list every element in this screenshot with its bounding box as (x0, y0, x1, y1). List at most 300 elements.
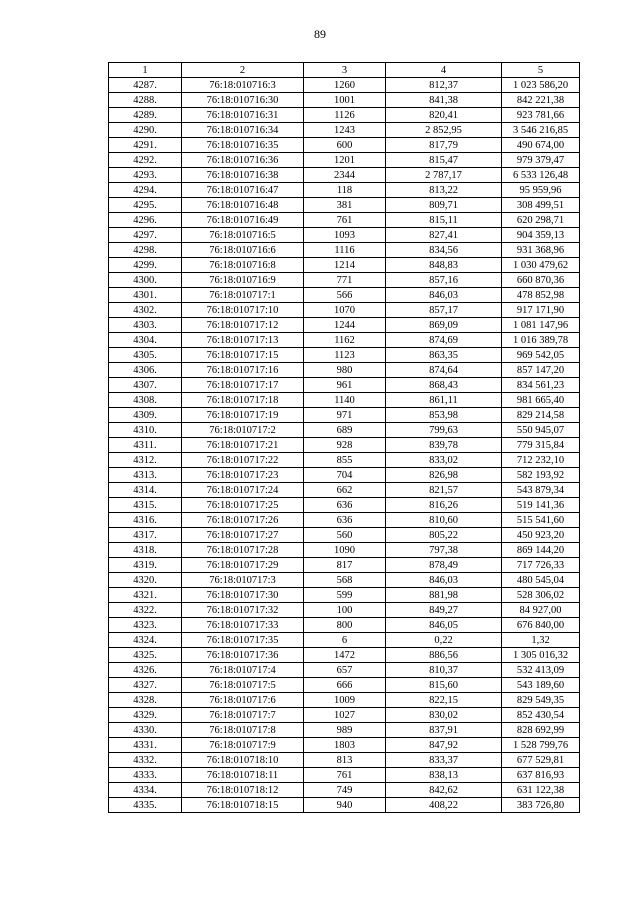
cadastral-number-cell: 76:18:010717:21 (182, 438, 304, 453)
area-cell: 2344 (304, 168, 386, 183)
row-number-cell: 4324. (109, 633, 182, 648)
cadastral-number-cell: 76:18:010717:6 (182, 693, 304, 708)
cadastral-number-cell: 76:18:010717:25 (182, 498, 304, 513)
value-cell: 842 221,38 (502, 93, 580, 108)
area-cell: 961 (304, 378, 386, 393)
rate-cell: 833,02 (386, 453, 502, 468)
area-cell: 657 (304, 663, 386, 678)
cadastral-number-cell: 76:18:010718:10 (182, 753, 304, 768)
rate-cell: 861,11 (386, 393, 502, 408)
row-number-cell: 4300. (109, 273, 182, 288)
cadastral-number-cell: 76:18:010717:24 (182, 483, 304, 498)
cadastral-number-cell: 76:18:010716:5 (182, 228, 304, 243)
cadastral-number-cell: 76:18:010717:8 (182, 723, 304, 738)
rate-cell: 830,02 (386, 708, 502, 723)
row-number-cell: 4303. (109, 318, 182, 333)
area-cell: 600 (304, 138, 386, 153)
area-cell: 928 (304, 438, 386, 453)
area-cell: 1140 (304, 393, 386, 408)
rate-cell: 826,98 (386, 468, 502, 483)
row-number-cell: 4330. (109, 723, 182, 738)
cadastral-number-cell: 76:18:010717:17 (182, 378, 304, 393)
table-row (109, 768, 580, 783)
table-row (109, 708, 580, 723)
value-cell: 550 945,07 (502, 423, 580, 438)
table-header-row (109, 63, 580, 78)
value-cell: 1 023 586,20 (502, 78, 580, 93)
value-cell: 528 306,02 (502, 588, 580, 603)
value-cell: 620 298,71 (502, 213, 580, 228)
cadastral-number-cell: 76:18:010717:28 (182, 543, 304, 558)
cadastral-number-cell: 76:18:010716:3 (182, 78, 304, 93)
row-number-cell: 4291. (109, 138, 182, 153)
area-cell: 980 (304, 363, 386, 378)
row-number-cell: 4322. (109, 603, 182, 618)
row-number-cell: 4302. (109, 303, 182, 318)
value-cell: 450 923,20 (502, 528, 580, 543)
table-row (109, 93, 580, 108)
value-cell: 1 030 479,62 (502, 258, 580, 273)
cadastral-number-cell: 76:18:010716:30 (182, 93, 304, 108)
rate-cell: 846,05 (386, 618, 502, 633)
cadastral-number-cell: 76:18:010717:5 (182, 678, 304, 693)
area-cell: 1244 (304, 318, 386, 333)
table-row (109, 123, 580, 138)
rate-cell: 820,41 (386, 108, 502, 123)
area-cell: 1472 (304, 648, 386, 663)
column-header: 1 (109, 63, 182, 78)
value-cell: 543 189,60 (502, 678, 580, 693)
cadastral-number-cell: 76:18:010716:35 (182, 138, 304, 153)
rate-cell: 817,79 (386, 138, 502, 153)
rate-cell: 822,15 (386, 693, 502, 708)
rate-cell: 849,27 (386, 603, 502, 618)
row-number-cell: 4316. (109, 513, 182, 528)
value-cell: 6 533 126,48 (502, 168, 580, 183)
column-header: 4 (386, 63, 502, 78)
value-cell: 383 726,80 (502, 798, 580, 813)
row-number-cell: 4323. (109, 618, 182, 633)
table-row (109, 783, 580, 798)
cadastral-number-cell: 76:18:010716:48 (182, 198, 304, 213)
area-cell: 704 (304, 468, 386, 483)
rate-cell: 868,43 (386, 378, 502, 393)
area-cell: 1201 (304, 153, 386, 168)
row-number-cell: 4331. (109, 738, 182, 753)
area-cell: 749 (304, 783, 386, 798)
value-cell: 923 781,66 (502, 108, 580, 123)
value-cell: 1 305 016,32 (502, 648, 580, 663)
row-number-cell: 4334. (109, 783, 182, 798)
rate-cell: 874,64 (386, 363, 502, 378)
cadastral-number-cell: 76:18:010717:16 (182, 363, 304, 378)
rate-cell: 863,35 (386, 348, 502, 363)
area-cell: 1093 (304, 228, 386, 243)
value-cell: 979 379,47 (502, 153, 580, 168)
table-row (109, 228, 580, 243)
value-cell: 717 726,33 (502, 558, 580, 573)
column-header: 5 (502, 63, 580, 78)
rate-cell: 809,71 (386, 198, 502, 213)
value-cell: 480 545,04 (502, 573, 580, 588)
table-row (109, 393, 580, 408)
cadastral-number-cell: 76:18:010717:27 (182, 528, 304, 543)
area-cell: 118 (304, 183, 386, 198)
area-cell: 566 (304, 288, 386, 303)
table-row (109, 318, 580, 333)
area-cell: 568 (304, 573, 386, 588)
cadastral-number-cell: 76:18:010717:23 (182, 468, 304, 483)
row-number-cell: 4326. (109, 663, 182, 678)
cadastral-number-cell: 76:18:010717:12 (182, 318, 304, 333)
table-row (109, 558, 580, 573)
rate-cell: 841,38 (386, 93, 502, 108)
rate-cell: 839,78 (386, 438, 502, 453)
table-row (109, 438, 580, 453)
table-row (109, 588, 580, 603)
value-cell: 1 081 147,96 (502, 318, 580, 333)
table-row (109, 108, 580, 123)
area-cell: 1009 (304, 693, 386, 708)
table-row (109, 753, 580, 768)
cadastral-number-cell: 76:18:010717:32 (182, 603, 304, 618)
rate-cell: 853,98 (386, 408, 502, 423)
cadastral-number-cell: 76:18:010717:33 (182, 618, 304, 633)
value-cell: 857 147,20 (502, 363, 580, 378)
value-cell: 478 852,98 (502, 288, 580, 303)
value-cell: 829 214,58 (502, 408, 580, 423)
rate-cell: 842,62 (386, 783, 502, 798)
cadastral-number-cell: 76:18:010717:2 (182, 423, 304, 438)
area-cell: 1162 (304, 333, 386, 348)
value-cell: 712 232,10 (502, 453, 580, 468)
table-row (109, 333, 580, 348)
rate-cell: 846,03 (386, 288, 502, 303)
row-number-cell: 4304. (109, 333, 182, 348)
column-header: 3 (304, 63, 386, 78)
row-number-cell: 4309. (109, 408, 182, 423)
table-row (109, 78, 580, 93)
table-row (109, 273, 580, 288)
row-number-cell: 4335. (109, 798, 182, 813)
value-cell: 829 549,35 (502, 693, 580, 708)
table-row (109, 513, 580, 528)
table-row (109, 258, 580, 273)
rate-cell: 816,26 (386, 498, 502, 513)
row-number-cell: 4289. (109, 108, 182, 123)
value-cell: 931 368,96 (502, 243, 580, 258)
cadastral-number-cell: 76:18:010716:9 (182, 273, 304, 288)
area-cell: 1001 (304, 93, 386, 108)
table-row (109, 573, 580, 588)
rate-cell: 833,37 (386, 753, 502, 768)
row-number-cell: 4308. (109, 393, 182, 408)
row-number-cell: 4292. (109, 153, 182, 168)
rate-cell: 810,60 (386, 513, 502, 528)
value-cell: 490 674,00 (502, 138, 580, 153)
rate-cell: 846,03 (386, 573, 502, 588)
row-number-cell: 4317. (109, 528, 182, 543)
row-number-cell: 4313. (109, 468, 182, 483)
cadastral-number-cell: 76:18:010717:13 (182, 333, 304, 348)
cadastral-number-cell: 76:18:010716:6 (182, 243, 304, 258)
area-cell: 1027 (304, 708, 386, 723)
area-cell: 560 (304, 528, 386, 543)
row-number-cell: 4301. (109, 288, 182, 303)
table-row (109, 303, 580, 318)
row-number-cell: 4319. (109, 558, 182, 573)
cadastral-number-cell: 76:18:010717:18 (182, 393, 304, 408)
table-body (109, 78, 580, 813)
cadastral-number-cell: 76:18:010717:35 (182, 633, 304, 648)
value-cell: 3 546 216,85 (502, 123, 580, 138)
table-row (109, 153, 580, 168)
area-cell: 771 (304, 273, 386, 288)
area-cell: 636 (304, 513, 386, 528)
table-row (109, 618, 580, 633)
table-row (109, 678, 580, 693)
value-cell: 582 193,92 (502, 468, 580, 483)
value-cell: 515 541,60 (502, 513, 580, 528)
rate-cell: 874,69 (386, 333, 502, 348)
value-cell: 834 561,23 (502, 378, 580, 393)
rate-cell: 838,13 (386, 768, 502, 783)
row-number-cell: 4307. (109, 378, 182, 393)
row-number-cell: 4287. (109, 78, 182, 93)
table-row (109, 543, 580, 558)
table-row (109, 723, 580, 738)
row-number-cell: 4318. (109, 543, 182, 558)
area-cell: 813 (304, 753, 386, 768)
rate-cell: 886,56 (386, 648, 502, 663)
rate-cell: 812,37 (386, 78, 502, 93)
cadastral-number-cell: 76:18:010716:49 (182, 213, 304, 228)
row-number-cell: 4329. (109, 708, 182, 723)
row-number-cell: 4306. (109, 363, 182, 378)
area-cell: 1126 (304, 108, 386, 123)
table-row (109, 693, 580, 708)
rate-cell: 857,16 (386, 273, 502, 288)
value-cell: 532 413,09 (502, 663, 580, 678)
row-number-cell: 4311. (109, 438, 182, 453)
value-cell: 84 927,00 (502, 603, 580, 618)
area-cell: 761 (304, 768, 386, 783)
value-cell: 1,32 (502, 633, 580, 648)
value-cell: 677 529,81 (502, 753, 580, 768)
row-number-cell: 4298. (109, 243, 182, 258)
cadastral-number-cell: 76:18:010717:4 (182, 663, 304, 678)
column-header: 2 (182, 63, 304, 78)
value-cell: 828 692,99 (502, 723, 580, 738)
row-number-cell: 4305. (109, 348, 182, 363)
row-number-cell: 4312. (109, 453, 182, 468)
data-table (108, 62, 580, 813)
row-number-cell: 4315. (109, 498, 182, 513)
cadastral-number-cell: 76:18:010717:10 (182, 303, 304, 318)
table-row (109, 288, 580, 303)
value-cell: 637 816,93 (502, 768, 580, 783)
area-cell: 971 (304, 408, 386, 423)
value-cell: 676 840,00 (502, 618, 580, 633)
area-cell: 662 (304, 483, 386, 498)
area-cell: 636 (304, 498, 386, 513)
area-cell: 817 (304, 558, 386, 573)
value-cell: 904 359,13 (502, 228, 580, 243)
area-cell: 1803 (304, 738, 386, 753)
value-cell: 95 959,96 (502, 183, 580, 198)
cadastral-number-cell: 76:18:010716:47 (182, 183, 304, 198)
value-cell: 1 528 799,76 (502, 738, 580, 753)
table-row (109, 648, 580, 663)
rate-cell: 815,11 (386, 213, 502, 228)
table-row (109, 528, 580, 543)
rate-cell: 847,92 (386, 738, 502, 753)
value-cell: 1 016 389,78 (502, 333, 580, 348)
row-number-cell: 4327. (109, 678, 182, 693)
cadastral-number-cell: 76:18:010717:9 (182, 738, 304, 753)
rate-cell: 813,22 (386, 183, 502, 198)
table-row (109, 378, 580, 393)
rate-cell: 837,91 (386, 723, 502, 738)
cadastral-number-cell: 76:18:010717:19 (182, 408, 304, 423)
table-row (109, 498, 580, 513)
area-cell: 800 (304, 618, 386, 633)
value-cell: 660 870,36 (502, 273, 580, 288)
row-number-cell: 4314. (109, 483, 182, 498)
cadastral-number-cell: 76:18:010716:34 (182, 123, 304, 138)
area-cell: 1123 (304, 348, 386, 363)
table-row (109, 423, 580, 438)
cadastral-number-cell: 76:18:010717:26 (182, 513, 304, 528)
cadastral-number-cell: 76:18:010717:3 (182, 573, 304, 588)
cadastral-number-cell: 76:18:010717:7 (182, 708, 304, 723)
table-row (109, 633, 580, 648)
area-cell: 1116 (304, 243, 386, 258)
rate-cell: 799,63 (386, 423, 502, 438)
row-number-cell: 4294. (109, 183, 182, 198)
row-number-cell: 4328. (109, 693, 182, 708)
cadastral-number-cell: 76:18:010717:30 (182, 588, 304, 603)
rate-cell: 797,38 (386, 543, 502, 558)
cadastral-number-cell: 76:18:010716:8 (182, 258, 304, 273)
cadastral-number-cell: 76:18:010718:11 (182, 768, 304, 783)
table-row (109, 738, 580, 753)
table-row (109, 663, 580, 678)
value-cell: 852 430,54 (502, 708, 580, 723)
row-number-cell: 4290. (109, 123, 182, 138)
area-cell: 666 (304, 678, 386, 693)
value-cell: 543 879,34 (502, 483, 580, 498)
rate-cell: 810,37 (386, 663, 502, 678)
cadastral-number-cell: 76:18:010717:36 (182, 648, 304, 663)
row-number-cell: 4333. (109, 768, 182, 783)
rate-cell: 878,49 (386, 558, 502, 573)
rate-cell: 0,22 (386, 633, 502, 648)
value-cell: 917 171,90 (502, 303, 580, 318)
cadastral-number-cell: 76:18:010716:31 (182, 108, 304, 123)
cadastral-number-cell: 76:18:010716:38 (182, 168, 304, 183)
area-cell: 1090 (304, 543, 386, 558)
table-row (109, 483, 580, 498)
area-cell: 1070 (304, 303, 386, 318)
row-number-cell: 4332. (109, 753, 182, 768)
table-row (109, 798, 580, 813)
rate-cell: 827,41 (386, 228, 502, 243)
table-row (109, 468, 580, 483)
rate-cell: 881,98 (386, 588, 502, 603)
area-cell: 381 (304, 198, 386, 213)
table-row (109, 138, 580, 153)
row-number-cell: 4320. (109, 573, 182, 588)
row-number-cell: 4321. (109, 588, 182, 603)
rate-cell: 821,57 (386, 483, 502, 498)
row-number-cell: 4325. (109, 648, 182, 663)
cadastral-number-cell: 76:18:010717:1 (182, 288, 304, 303)
table-row (109, 198, 580, 213)
rate-cell: 815,47 (386, 153, 502, 168)
value-cell: 869 144,20 (502, 543, 580, 558)
rate-cell: 857,17 (386, 303, 502, 318)
rate-cell: 805,22 (386, 528, 502, 543)
rate-cell: 848,83 (386, 258, 502, 273)
row-number-cell: 4295. (109, 198, 182, 213)
area-cell: 989 (304, 723, 386, 738)
row-number-cell: 4297. (109, 228, 182, 243)
value-cell: 779 315,84 (502, 438, 580, 453)
cadastral-number-cell: 76:18:010717:22 (182, 453, 304, 468)
table-row (109, 408, 580, 423)
value-cell: 969 542,05 (502, 348, 580, 363)
area-cell: 100 (304, 603, 386, 618)
row-number-cell: 4288. (109, 93, 182, 108)
cadastral-number-cell: 76:18:010716:36 (182, 153, 304, 168)
page-number: 89 (314, 27, 326, 41)
table-row (109, 243, 580, 258)
area-cell: 599 (304, 588, 386, 603)
value-cell: 519 141,36 (502, 498, 580, 513)
table-row (109, 453, 580, 468)
area-cell: 6 (304, 633, 386, 648)
rate-cell: 2 787,17 (386, 168, 502, 183)
rate-cell: 815,60 (386, 678, 502, 693)
table-row (109, 603, 580, 618)
cadastral-number-cell: 76:18:010718:12 (182, 783, 304, 798)
table-row (109, 348, 580, 363)
rate-cell: 408,22 (386, 798, 502, 813)
cadastral-number-cell: 76:18:010718:15 (182, 798, 304, 813)
value-cell: 308 499,51 (502, 198, 580, 213)
row-number-cell: 4293. (109, 168, 182, 183)
area-cell: 1260 (304, 78, 386, 93)
table-row (109, 213, 580, 228)
rate-cell: 2 852,95 (386, 123, 502, 138)
value-cell: 631 122,38 (502, 783, 580, 798)
table-row (109, 168, 580, 183)
row-number-cell: 4299. (109, 258, 182, 273)
area-cell: 855 (304, 453, 386, 468)
row-number-cell: 4296. (109, 213, 182, 228)
table-row (109, 363, 580, 378)
area-cell: 761 (304, 213, 386, 228)
table-row (109, 183, 580, 198)
area-cell: 940 (304, 798, 386, 813)
value-cell: 981 665,40 (502, 393, 580, 408)
rate-cell: 834,56 (386, 243, 502, 258)
area-cell: 1214 (304, 258, 386, 273)
cadastral-number-cell: 76:18:010717:29 (182, 558, 304, 573)
cadastral-number-cell: 76:18:010717:15 (182, 348, 304, 363)
area-cell: 1243 (304, 123, 386, 138)
